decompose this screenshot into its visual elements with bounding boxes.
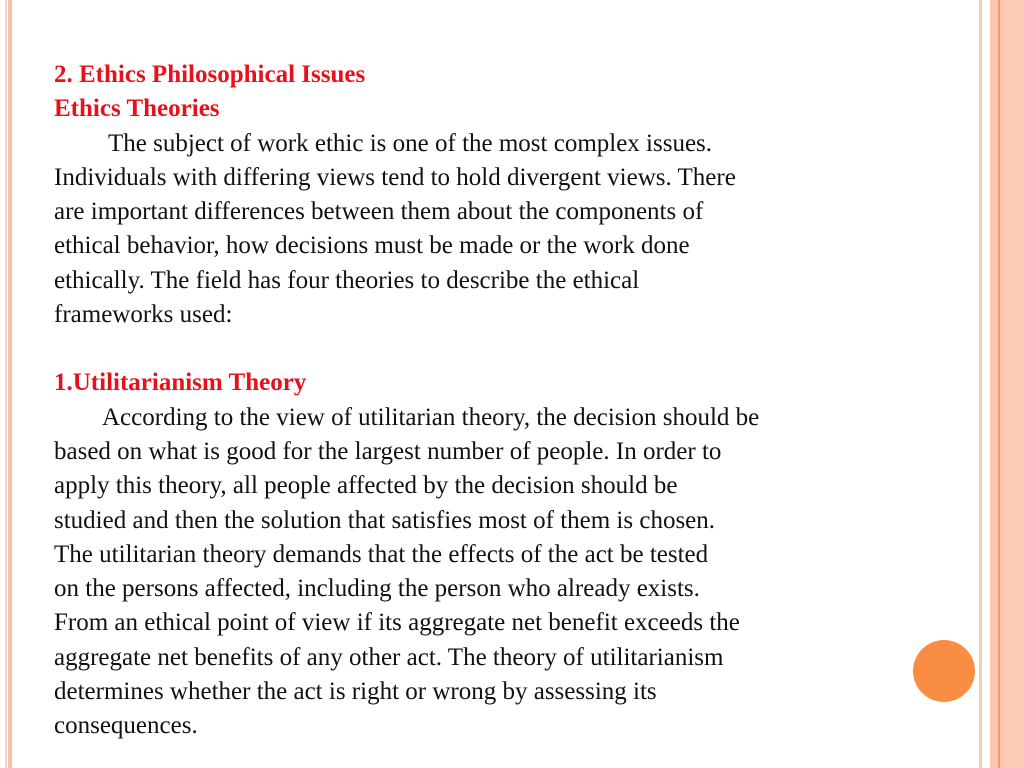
text-line: frameworks used: xyxy=(54,301,233,329)
intro-paragraph xyxy=(54,127,974,333)
text-line: consequences. xyxy=(54,712,198,740)
spacer xyxy=(54,332,974,366)
text-line: on the persons affected, including the person who already exists. xyxy=(54,575,700,603)
left-border-stripe xyxy=(8,0,12,768)
section-title: 1.Utilitarianism Theory xyxy=(54,369,307,397)
right-border-band xyxy=(1005,0,1024,768)
text-line: From an ethical point of view if its aggregate net benefit exceeds the xyxy=(54,609,740,637)
slide-subheading: Ethics Theories xyxy=(54,95,220,123)
text-line: According to the view of utilitarian theory, the decision should be xyxy=(102,403,760,431)
text-line: apply this theory, all people affected by the decision should be xyxy=(54,472,678,500)
right-border-stripe xyxy=(979,0,982,768)
text-line: ethically. The field has four theories to describe the ethical xyxy=(54,266,640,294)
text-line: are important differences between them about the components of xyxy=(54,198,704,226)
section-paragraph xyxy=(54,401,974,744)
text-line: The utilitarian theory demands that the effects of the act be tested xyxy=(54,540,709,568)
slide-content xyxy=(54,58,974,744)
text-line: The subject of work ethic is one of the most complex issues. xyxy=(108,129,713,157)
text-line: based on what is good for the largest number of people. In order to xyxy=(54,437,722,465)
text-line: Individuals with differing views tend to hold divergent views. There xyxy=(54,163,736,191)
text-line: ethical behavior, how decisions must be made or the work done xyxy=(54,232,690,260)
right-border-line xyxy=(998,0,1000,768)
decorative-circle-icon xyxy=(913,640,975,702)
slide-heading: 2. Ethics Philosophical Issues xyxy=(54,61,366,88)
text-line: aggregate net benefits of any other act. The theory of utilitarianism xyxy=(54,643,724,671)
text-line: determines whether the act is right or wrong by assessing its xyxy=(54,678,657,706)
text-line: studied and then the solution that satisfies most of them is chosen. xyxy=(54,506,716,534)
left-border-stripe xyxy=(5,0,7,768)
